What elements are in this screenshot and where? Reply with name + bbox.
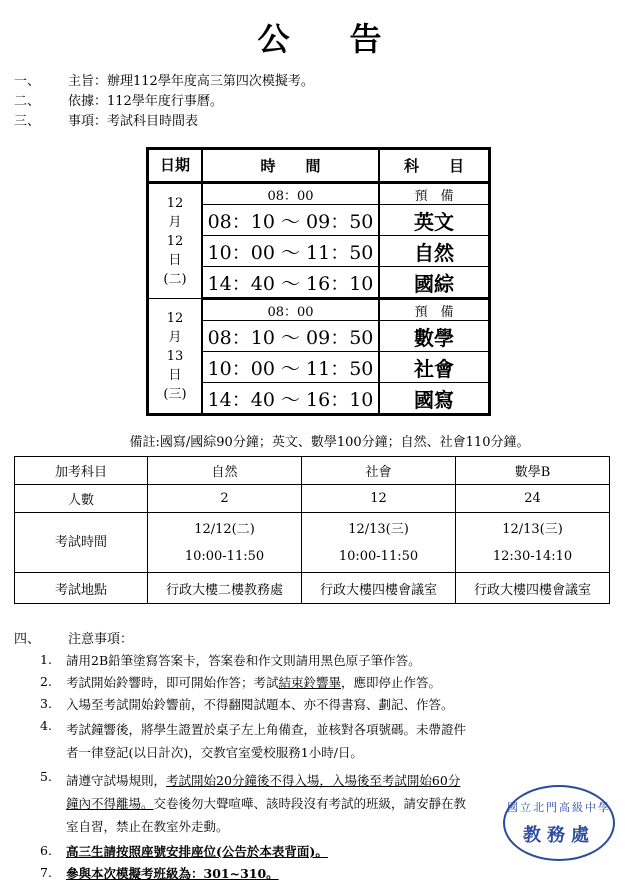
notice-text: 請用2B鉛筆塗寫答案卡，答案卷和作文則請用黑色原子筆作答。 (66, 653, 421, 668)
notice-item (40, 652, 470, 669)
notice-item (40, 696, 470, 713)
page-title: 公告 (257, 20, 442, 58)
notice-heading (14, 628, 133, 647)
extra-time-cell (302, 513, 456, 573)
spare-label: 預 備 (379, 183, 490, 205)
date-day-num: 13 (166, 348, 184, 364)
item-subject (14, 70, 314, 90)
notice-index: 5. (40, 769, 52, 784)
notice-text-part: 請遵守試場規則， (66, 773, 167, 788)
item-text: 依據：112學年度行事曆。 (68, 94, 223, 109)
notice-item (40, 769, 470, 838)
extra-count: 2 (148, 485, 302, 513)
spare-time: 08：00 (202, 183, 379, 205)
seal-school-name: 國立北門高級中學 (507, 801, 611, 814)
header-time: 時 間 (202, 149, 379, 183)
item-text: 事項：考試科目時間表 (68, 114, 199, 129)
notice-text (66, 674, 441, 691)
notice-item (40, 674, 470, 691)
notice-text: 考試鐘響後，將學生證置於桌子左上角備查，並核對各項號碼。未帶證件者一律登記(以日計次)，交教官室愛校服務1小時/日。 (66, 722, 467, 760)
notice-index: 3. (40, 696, 52, 711)
exam-time: 08：10 ～ 09：50 (202, 205, 379, 236)
extra-header-subject: 社會 (302, 457, 456, 485)
notice-text (66, 769, 470, 838)
item-number: 二、 (14, 94, 41, 109)
extra-time-label: 考試時間 (15, 513, 148, 573)
extra-place: 行政大樓二樓教務處 (148, 573, 302, 604)
office-seal (503, 785, 615, 861)
extra-time-cell (456, 513, 610, 573)
schedule-table (146, 147, 491, 416)
extra-date: 12/13(三) (502, 521, 563, 537)
exam-subject: 國寫 (379, 383, 490, 415)
extra-count: 24 (456, 485, 610, 513)
notice-index: 7. (40, 865, 52, 880)
extra-header-subject: 數學B (456, 457, 610, 485)
item-number: 三、 (14, 114, 41, 129)
extra-time: 10:00-11:50 (184, 548, 265, 564)
date-weekday: (三) (163, 386, 187, 402)
notice-text-part: 考試開始鈴響時，即可開始作答；考試 (66, 675, 279, 690)
notice-item (40, 718, 470, 764)
schedule-note: 備註:國寫/國綜90分鐘；英文、數學100分鐘；自然、社會110分鐘。 (129, 435, 530, 450)
extra-place: 行政大樓四樓會議室 (456, 573, 610, 604)
item-matters (14, 110, 314, 130)
notice-title: 注意事項： (68, 632, 134, 647)
notice-index: 1. (40, 652, 52, 667)
notice-text: 入場至考試開始鈴響前，不得翻閱試題本、亦不得書寫、劃記、作答。 (66, 697, 454, 712)
exam-subject: 自然 (379, 236, 490, 267)
date-day-char: 日 (168, 252, 182, 268)
date-month-num: 12 (166, 195, 184, 211)
extra-count-label: 人數 (15, 485, 148, 513)
extra-count: 12 (302, 485, 456, 513)
exam-subject: 數學 (379, 321, 490, 352)
extra-place-label: 考試地點 (15, 573, 148, 604)
notice-item (40, 865, 470, 882)
extra-exam-table (14, 456, 610, 604)
date-weekday: (二) (163, 271, 187, 287)
notice-index: 4. (40, 718, 52, 733)
notice-list (40, 652, 470, 887)
date-day-num: 12 (166, 233, 184, 249)
date-cell-dec12 (148, 183, 203, 299)
extra-header-subject: 自然 (148, 457, 302, 485)
date-month-num: 12 (166, 310, 184, 326)
notice-number: 四、 (14, 632, 41, 647)
item-number: 一、 (14, 74, 41, 89)
announcement-items (14, 70, 314, 130)
extra-date: 12/13(三) (348, 521, 409, 537)
extra-time: 12:30-14:10 (492, 548, 573, 564)
item-text: 主旨：辦理112學年度高三第四次模擬考。 (68, 74, 314, 89)
seal-office-name: 教務處 (523, 825, 595, 846)
extra-place: 行政大樓四樓會議室 (302, 573, 456, 604)
exam-time: 14：40 ～ 16：10 (202, 267, 379, 299)
exam-time: 08：10 ～ 09：50 (202, 321, 379, 352)
date-month-char: 月 (168, 214, 182, 230)
exam-subject: 英文 (379, 205, 490, 236)
exam-time: 10：00 ～ 11：50 (202, 352, 379, 383)
notice-text-part: 交卷後勿大聲喧嘩、該時段沒有考試的班級，請安靜在教室自習，禁止在教室外走動。 (66, 796, 467, 834)
item-basis (14, 90, 314, 110)
extra-date: 12/12(二) (194, 521, 255, 537)
notice-text-part: ，應即停止作答。 (341, 675, 442, 690)
date-month-char: 月 (168, 329, 182, 345)
extra-time: 10:00-11:50 (338, 548, 419, 564)
date-day-char: 日 (168, 367, 182, 383)
notice-item (40, 843, 470, 860)
notice-text-bold: 高三生請按照座號安排座位(公告於本表背面)。 (66, 844, 328, 859)
notice-index: 6. (40, 843, 52, 858)
notice-text-bold: 參與本次模擬考班級為：301~310。 (66, 866, 279, 881)
spare-label: 預 備 (379, 299, 490, 321)
spare-time: 08：00 (202, 299, 379, 321)
notice-text-underlined: 考試開始20分鐘後不得入場，入場後至考試開始60分鐘內不得離場。 (66, 773, 461, 811)
exam-time: 10：00 ～ 11：50 (202, 236, 379, 267)
date-cell-dec13 (148, 299, 203, 415)
notice-text-underlined: 結束鈴響畢 (278, 675, 342, 690)
exam-subject: 國綜 (379, 267, 490, 299)
exam-subject: 社會 (379, 352, 490, 383)
notice-index: 2. (40, 674, 52, 689)
exam-time: 14：40 ～ 16：10 (202, 383, 379, 415)
extra-header-label: 加考科目 (15, 457, 148, 485)
extra-time-cell (148, 513, 302, 573)
header-subject: 科 目 (379, 149, 490, 183)
header-date: 日期 (148, 149, 203, 183)
